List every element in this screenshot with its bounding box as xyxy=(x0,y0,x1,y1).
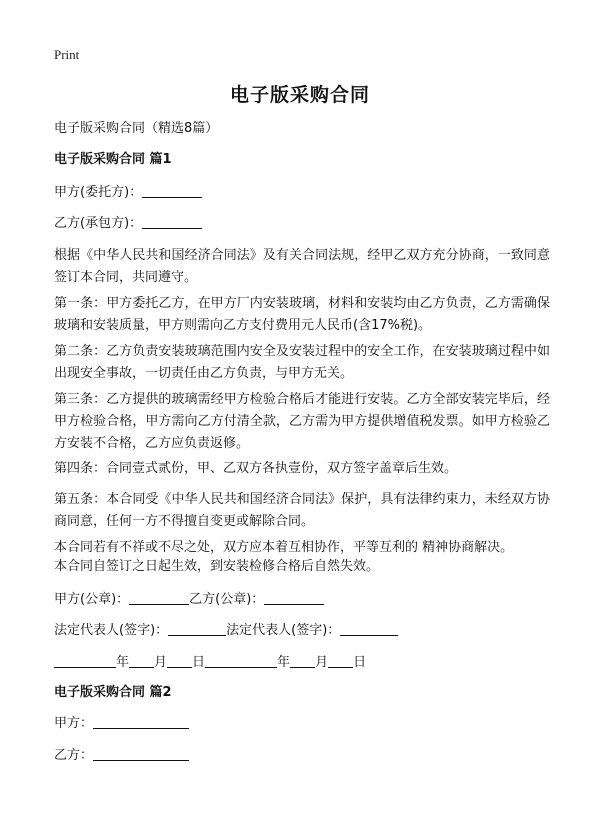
document-title: 电子版采购合同 xyxy=(229,84,370,106)
rep-a-label: 法定代表人(签字)： xyxy=(54,623,169,638)
article-4-paragraph: 第四条：合同壹式贰份，甲、乙双方各执壹份，双方签字盖章后生效。 xyxy=(54,461,458,476)
month-a-label: 月 xyxy=(154,655,168,670)
day-a-blank xyxy=(167,653,192,668)
party-b-blank xyxy=(142,214,202,229)
part2-party-a-blank xyxy=(93,714,189,729)
party-a-blank xyxy=(142,183,202,198)
party-a-label: 甲方(委托方)： xyxy=(54,185,143,200)
month-b-label: 月 xyxy=(315,655,329,670)
article-2-paragraph: 第二条：乙方负责安装玻璃范围内安全及安装过程中的安全工作，在安装玻璃过程中如出现安全事故，一切责任由乙方负责，与甲方无关。 xyxy=(54,344,550,381)
representative-line xyxy=(54,620,552,642)
article-1-paragraph: 第一条：甲方委托乙方，在甲方厂内安装玻璃，材料和安装均由乙方负责，乙方需确保玻璃和安装质量，甲方则需向乙方支付费用元人民币(含17%税)。 xyxy=(54,296,550,333)
supplement-paragraph-1: 本合同若有不祥或不尽之处，双方应本着互相协作，平等互利的 精神协商解决。 xyxy=(54,540,514,555)
rep-b-blank xyxy=(340,621,398,636)
part2-party-a-line xyxy=(54,713,552,735)
month-b-blank xyxy=(290,653,315,668)
seal-line xyxy=(54,589,552,611)
part2-party-b-line xyxy=(54,745,552,767)
year-b-label: 年 xyxy=(277,655,291,670)
party-b-label: 乙方(承包方)： xyxy=(54,216,143,231)
year-a-blank xyxy=(54,653,116,668)
article-3-paragraph: 第三条：乙方提供的玻璃需经甲方检验合格后才能进行安装。乙方全部安装完毕后，经甲方检验合格，甲方需向乙方付清全款，乙方需为甲方提供增值税发票。如甲方检验乙方安装不合格，乙方应负责返修。 xyxy=(54,392,550,451)
day-b-label: 日 xyxy=(353,655,367,670)
seal-a-label: 甲方(公章)： xyxy=(54,592,130,607)
seal-b-blank xyxy=(264,590,324,605)
month-a-blank xyxy=(129,653,154,668)
document-subtitle: 电子版采购合同（精选8篇） xyxy=(54,121,219,136)
section-heading-1: 电子版采购合同 篇1 xyxy=(54,152,172,167)
party-b-line xyxy=(54,213,552,235)
year-a-label: 年 xyxy=(116,655,130,670)
party-a-line xyxy=(54,182,552,204)
day-a-label: 日 xyxy=(192,655,206,670)
part2-party-b-blank xyxy=(93,746,189,761)
day-b-blank xyxy=(328,653,353,668)
seal-a-blank xyxy=(129,590,189,605)
section-heading-2: 电子版采购合同 篇2 xyxy=(54,685,172,700)
supplement-paragraph-2: 本合同自签订之日起生效，到安装检修合格后自然失效。 xyxy=(54,559,380,574)
rep-a-blank xyxy=(168,621,226,636)
article-5-paragraph: 第五条：本合同受《中华人民共和国经济合同法》保护，具有法律约束力，未经双方协商同意，任何一方不得擅自变更或解除合同。 xyxy=(54,492,550,529)
print-label[interactable]: Print xyxy=(54,47,80,62)
rep-b-label: 法定代表人(签字)： xyxy=(226,623,341,638)
year-b-blank xyxy=(205,653,277,668)
part2-party-a-label: 甲方： xyxy=(54,716,94,731)
seal-b-label: 乙方(公章)： xyxy=(189,592,265,607)
date-line xyxy=(54,652,552,674)
preamble-paragraph: 根据《中华人民共和国经济合同法》及有关合同法规，经甲乙双方充分协商，一致同意签订本合同，共同遵守。 xyxy=(54,248,550,285)
part2-party-b-label: 乙方： xyxy=(54,748,94,763)
